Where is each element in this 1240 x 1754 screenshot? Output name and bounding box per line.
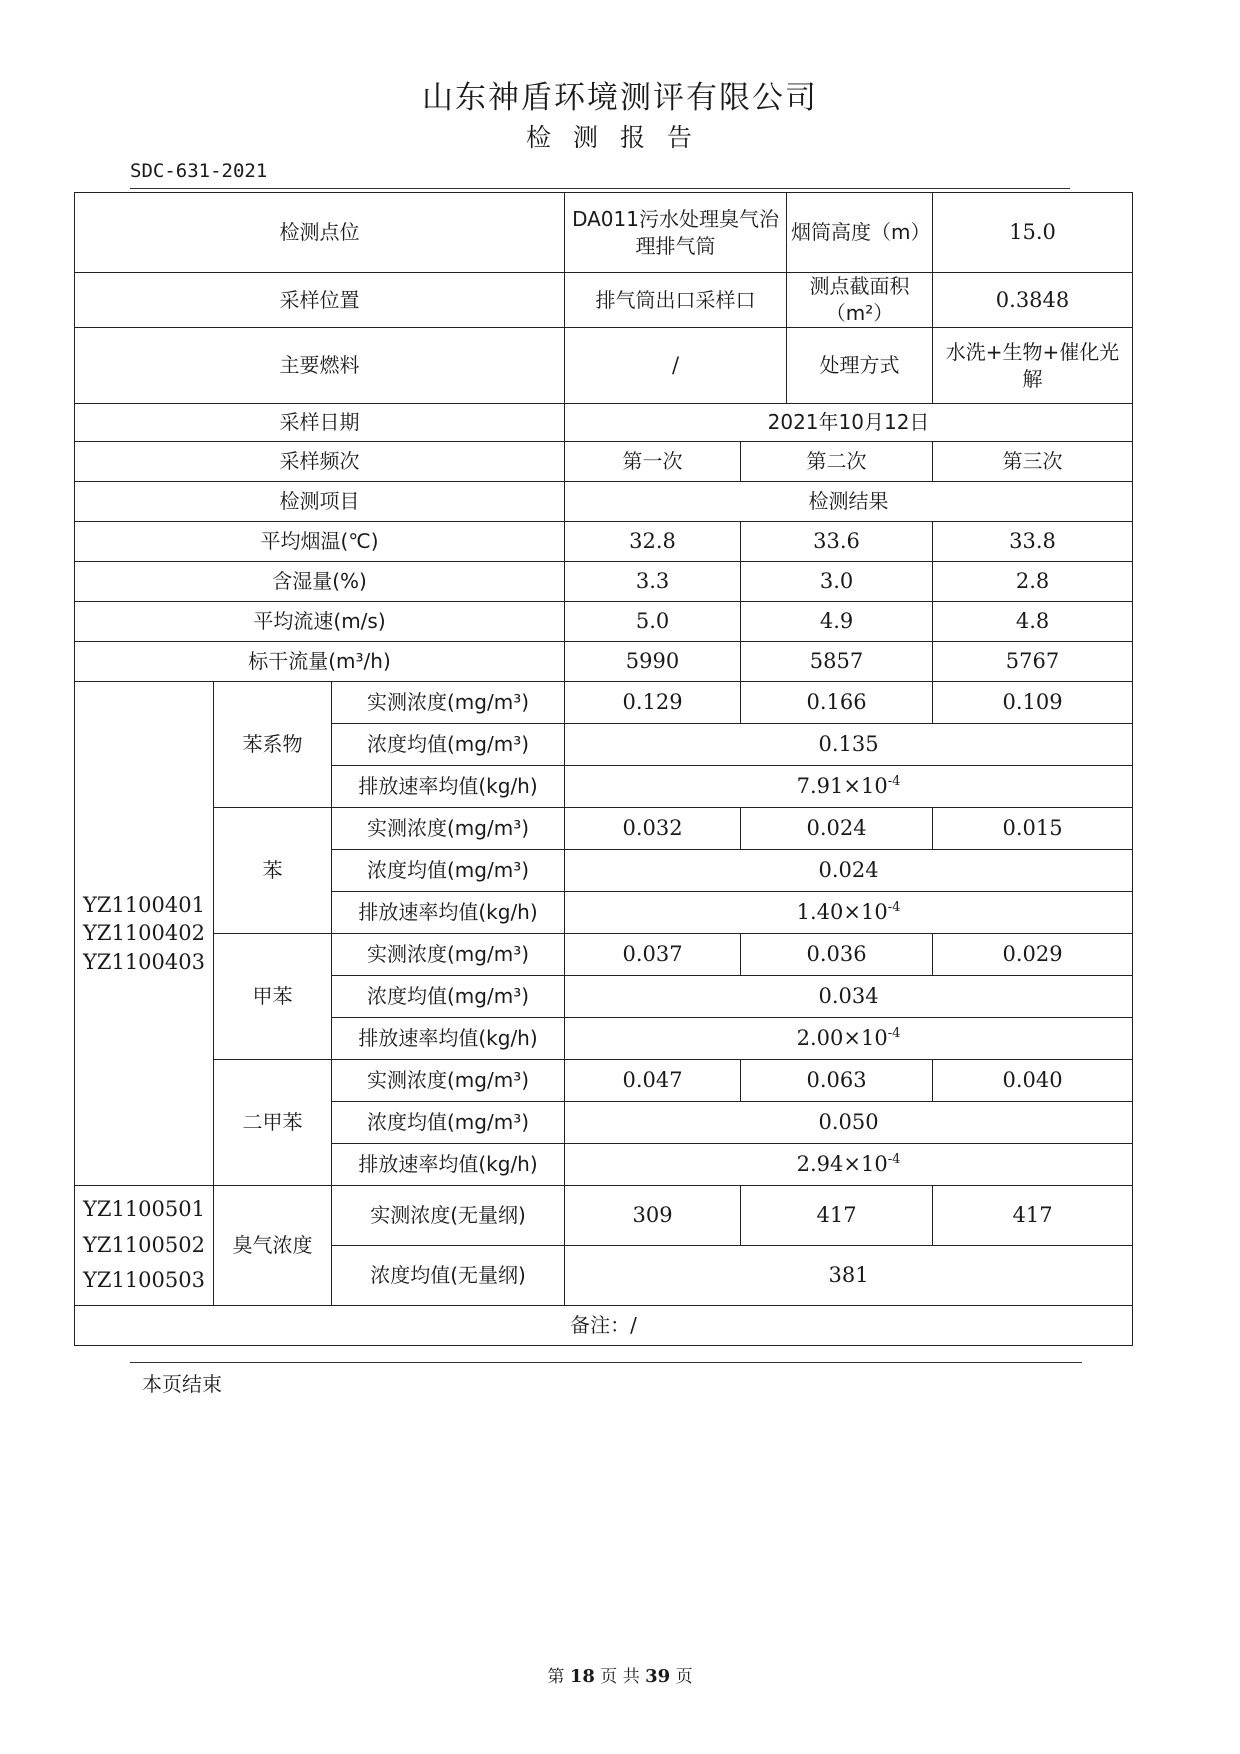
remark: 备注：/ xyxy=(75,1306,1133,1346)
param-value: 3.0 xyxy=(741,562,933,602)
report-title: 检测报告 xyxy=(525,123,714,152)
sample-id: YZ1100403 xyxy=(83,949,205,974)
param-label: 平均流速(m/s) xyxy=(75,602,565,642)
table-row xyxy=(75,273,1133,328)
table-row xyxy=(75,328,1133,404)
param-value: 5990 xyxy=(565,642,741,682)
position-label: 采样位置 xyxy=(75,273,565,328)
rate-value: $1.40\times 10^{-4}$ xyxy=(565,892,1133,934)
mean-label: 浓度均值(mg/m³) xyxy=(332,1102,565,1144)
measured-label: 实测浓度(mg/m³) xyxy=(332,682,565,724)
freq-1: 第一次 xyxy=(565,442,741,482)
param-value: 32.8 xyxy=(565,522,741,562)
item-label: 检测项目 xyxy=(75,482,565,522)
param-value: 33.6 xyxy=(741,522,933,562)
page-number: 18 xyxy=(569,1666,595,1687)
measured-value: 0.166 xyxy=(741,682,933,724)
page-end-note: 本页结束 xyxy=(142,1372,222,1396)
table-row xyxy=(75,522,1133,562)
date-value: 2021年10月12日 xyxy=(565,404,1133,442)
end-divider xyxy=(130,1362,1082,1363)
pollutant-name: 苯 xyxy=(214,808,332,934)
table-row xyxy=(75,934,1133,976)
sample-id: YZ1100503 xyxy=(83,1268,205,1293)
table-row xyxy=(75,562,1133,602)
odor-mean-label: 浓度均值(无量纲) xyxy=(332,1246,565,1306)
area-label: 测点截面积（m²） xyxy=(787,273,933,328)
odor-measured-label: 实测浓度(无量纲) xyxy=(332,1186,565,1246)
param-label: 平均烟温(℃) xyxy=(75,522,565,562)
table-row xyxy=(75,1306,1133,1346)
rate-label: 排放速率均值(kg/h) xyxy=(332,766,565,808)
measured-value: 0.032 xyxy=(565,808,741,850)
table-row xyxy=(75,602,1133,642)
odor-sample-ids xyxy=(75,1186,214,1306)
freq-label: 采样频次 xyxy=(75,442,565,482)
voc-sample-ids xyxy=(75,682,214,1186)
footer-post: 页 xyxy=(675,1667,693,1687)
measured-label: 实测浓度(mg/m³) xyxy=(332,808,565,850)
table-row xyxy=(75,193,1133,273)
stack-height-label: 烟筒高度（m） xyxy=(787,193,933,273)
point-label: 检测点位 xyxy=(75,193,565,273)
measured-value: 0.040 xyxy=(933,1060,1133,1102)
measured-value: 0.029 xyxy=(933,934,1133,976)
area-value: 0.3848 xyxy=(933,273,1133,328)
measured-value: 0.109 xyxy=(933,682,1133,724)
mean-value: 0.050 xyxy=(565,1102,1133,1144)
rate-label: 排放速率均值(kg/h) xyxy=(332,1144,565,1186)
mean-label: 浓度均值(mg/m³) xyxy=(332,976,565,1018)
measured-value: 0.036 xyxy=(741,934,933,976)
odor-measured-value: 417 xyxy=(741,1186,933,1246)
param-value: 4.8 xyxy=(933,602,1133,642)
freq-2: 第二次 xyxy=(741,442,933,482)
mean-label: 浓度均值(mg/m³) xyxy=(332,850,565,892)
odor-measured-value: 417 xyxy=(933,1186,1133,1246)
table-row xyxy=(75,642,1133,682)
fuel-label: 主要燃料 xyxy=(75,328,565,404)
table-row xyxy=(75,682,1133,724)
rate-value: $2.94\times 10^{-4}$ xyxy=(565,1144,1133,1186)
page-footer xyxy=(0,1662,1240,1687)
company-name: 山东神盾环境测评有限公司 xyxy=(422,80,818,116)
footer-pre: 第 xyxy=(547,1667,565,1687)
result-label: 检测结果 xyxy=(565,482,1133,522)
stack-height-value: 15.0 xyxy=(933,193,1133,273)
total-pages: 39 xyxy=(645,1666,671,1687)
treatment-label: 处理方式 xyxy=(787,328,933,404)
mean-value: 0.135 xyxy=(565,724,1133,766)
measured-value: 0.129 xyxy=(565,682,741,724)
measured-value: 0.015 xyxy=(933,808,1133,850)
param-value: 5857 xyxy=(741,642,933,682)
param-label: 标干流量(m³/h) xyxy=(75,642,565,682)
measured-value: 0.063 xyxy=(741,1060,933,1102)
odor-mean-value: 381 xyxy=(565,1246,1133,1306)
table-row xyxy=(75,404,1133,442)
table-row xyxy=(75,808,1133,850)
param-value: 5767 xyxy=(933,642,1133,682)
param-value: 4.9 xyxy=(741,602,933,642)
param-value: 3.3 xyxy=(565,562,741,602)
measured-value: 0.047 xyxy=(565,1060,741,1102)
rate-label: 排放速率均值(kg/h) xyxy=(332,892,565,934)
footer-mid: 页 共 xyxy=(600,1667,640,1687)
position-value: 排气筒出口采样口 xyxy=(565,273,787,328)
table-row xyxy=(75,1186,1133,1246)
rate-value: $2.00\times 10^{-4}$ xyxy=(565,1018,1133,1060)
table-row xyxy=(75,482,1133,522)
rate-value: $7.91\times 10^{-4}$ xyxy=(565,766,1133,808)
param-value: 33.8 xyxy=(933,522,1133,562)
freq-3: 第三次 xyxy=(933,442,1133,482)
rate-label: 排放速率均值(kg/h) xyxy=(332,1018,565,1060)
document-number: SDC-631-2021 xyxy=(130,160,268,182)
header-divider xyxy=(130,188,1070,189)
sample-id: YZ1100401 xyxy=(83,892,205,917)
sample-id: YZ1100501 xyxy=(83,1196,205,1221)
date-label: 采样日期 xyxy=(75,404,565,442)
table-row xyxy=(75,1060,1133,1102)
sample-id: YZ1100502 xyxy=(83,1232,205,1257)
sample-id: YZ1100402 xyxy=(83,921,205,946)
treatment-value: 水洗+生物+催化光解 xyxy=(933,328,1133,404)
pollutant-name: 甲苯 xyxy=(214,934,332,1060)
param-value: 5.0 xyxy=(565,602,741,642)
mean-value: 0.034 xyxy=(565,976,1133,1018)
test-result-table xyxy=(74,192,1133,1346)
measured-label: 实测浓度(mg/m³) xyxy=(332,934,565,976)
odor-name: 臭气浓度 xyxy=(214,1186,332,1306)
measured-label: 实测浓度(mg/m³) xyxy=(332,1060,565,1102)
pollutant-name: 苯系物 xyxy=(214,682,332,808)
mean-value: 0.024 xyxy=(565,850,1133,892)
measured-value: 0.037 xyxy=(565,934,741,976)
mean-label: 浓度均值(mg/m³) xyxy=(332,724,565,766)
param-label: 含湿量(%) xyxy=(75,562,565,602)
odor-measured-value: 309 xyxy=(565,1186,741,1246)
pollutant-name: 二甲苯 xyxy=(214,1060,332,1186)
fuel-value: / xyxy=(565,328,787,404)
measured-value: 0.024 xyxy=(741,808,933,850)
point-value: DA011污水处理臭气治理排气筒 xyxy=(565,193,787,273)
table-row xyxy=(75,442,1133,482)
param-value: 2.8 xyxy=(933,562,1133,602)
